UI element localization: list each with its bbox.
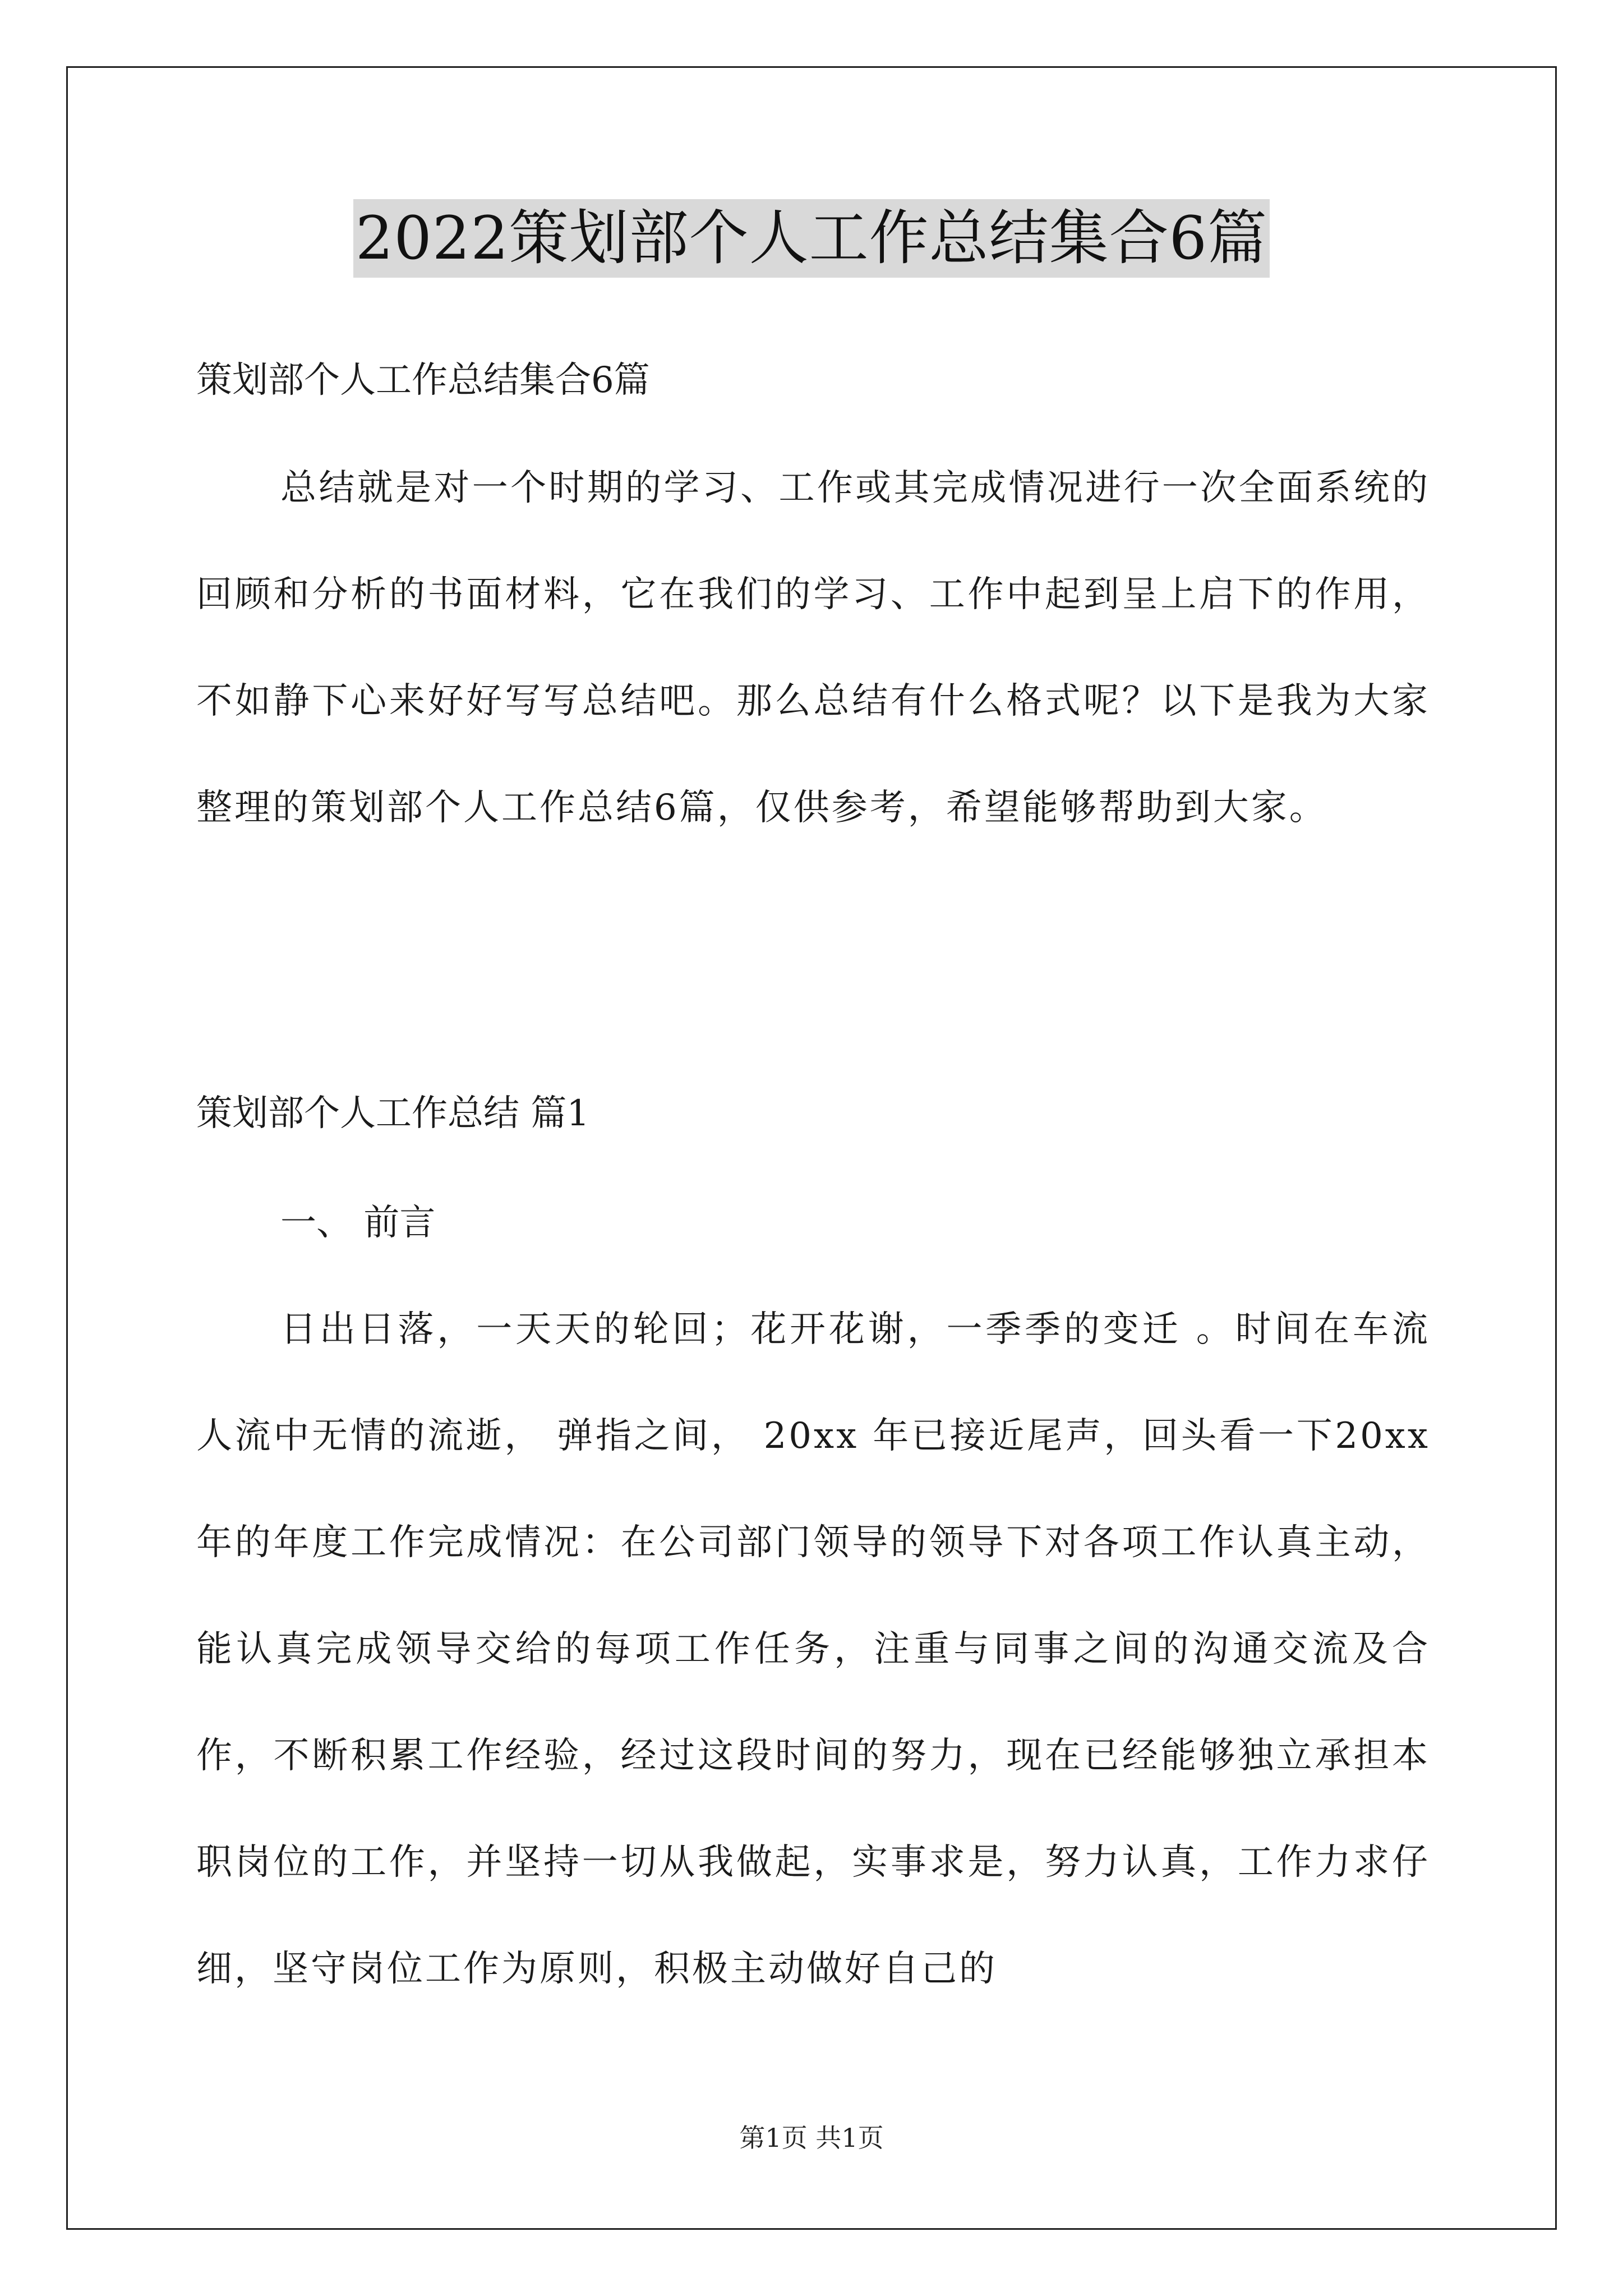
intro-paragraph: 总结就是对一个时期的学习、工作或其完成情况进行一次全面系统的回顾和分析的书面材料，它在我们的学习、工作中起到呈上启下的作用，不如静下心来好好写写总结吧。那么总结有什么格式呢？以下是我为大家整理的策划部个人工作总结6篇，仅供参考，希望能够帮助到大家。 xyxy=(196,467,1430,829)
body-paragraph: 日出日落，一天天的轮回；花开花谢，一季季的变迁 。时间在车流人流中无情的流逝， 弹指之间， 20xx 年已接近尾声，回头看一下20xx年的年度工作完成情况：在公司部门领导的领导下对各项工作认真主动，能认真完成领导交给的每项工作任务，注重与同事之间的沟通交流及合作，不断积累工作经验，经过这段时间的努力，现在已经能够独立承担本职岗位的工作，并坚持一切从我做起，实事求是，努力认真，工作力求仔细，坚守岗位工作为原则，积极主动做好自己的 xyxy=(196,1309,1430,1990)
title-wrapper xyxy=(0,199,1623,278)
document-subtitle: 策划部个人工作总结集合6篇 xyxy=(196,360,650,401)
page-footer: 第1页 共1页 xyxy=(739,2123,884,2153)
section-heading: 策划部个人工作总结 篇1 xyxy=(196,1093,590,1134)
document-title: 2022策划部个人工作总结集合6篇 xyxy=(353,199,1270,278)
sub-heading-preface: 一、 前言 xyxy=(280,1202,436,1244)
